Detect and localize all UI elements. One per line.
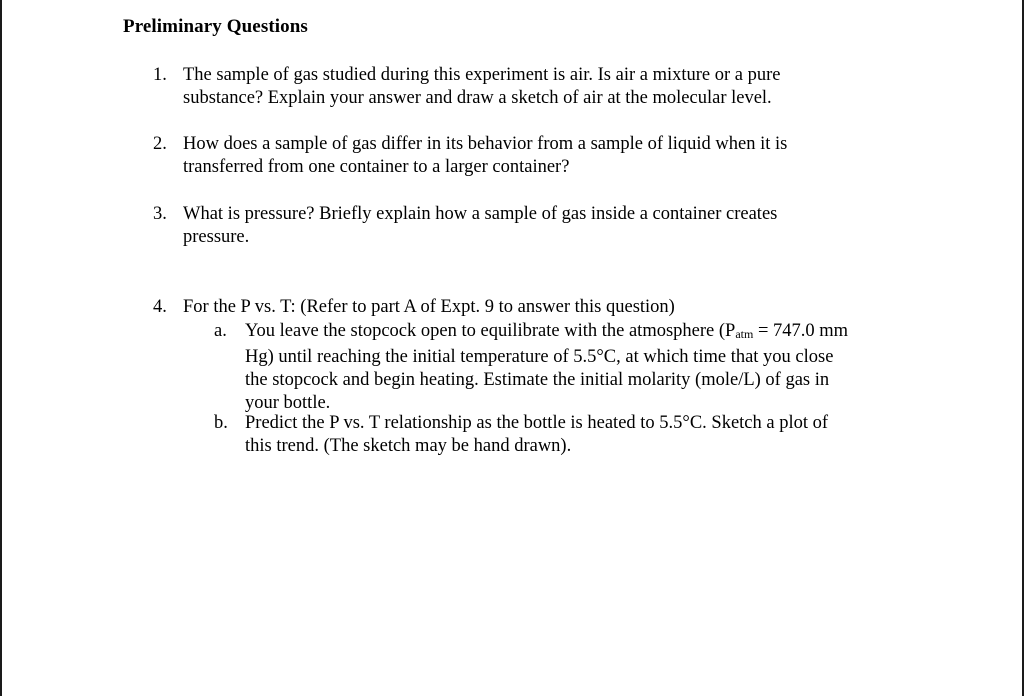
- question-line: pressure.: [183, 227, 250, 247]
- part-line: Hg) until reaching the initial temperature of 5.5°C, at which time that you close: [245, 347, 834, 367]
- page-left-border: [0, 0, 2, 696]
- question-text: [183, 133, 903, 179]
- question-line: For the P vs. T: (Refer to part A of Expt. 9 to answer this question): [183, 297, 675, 317]
- part-line: your bottle.: [245, 393, 331, 413]
- part-line: this trend. (The sketch may be hand drawn).: [245, 436, 572, 456]
- question-line: transferred from one container to a larger container?: [183, 157, 570, 177]
- question-text: [183, 203, 903, 249]
- part-letter: a.: [214, 321, 227, 341]
- part-line: Predict the P vs. T relationship as the bottle is heated to 5.5°C. Sketch a plot of: [245, 413, 829, 433]
- part-text: [245, 320, 925, 415]
- part-text: [245, 412, 925, 458]
- question-line: substance? Explain your answer and draw a sketch of air at the molecular level.: [183, 88, 772, 108]
- question-number: 2.: [153, 134, 167, 154]
- part-line: the stopcock and begin heating. Estimate the initial molarity (mole/L) of gas in: [245, 370, 830, 390]
- question-line: How does a sample of gas differ in its behavior from a sample of liquid when it is: [183, 134, 788, 154]
- question-number: 1.: [153, 65, 167, 85]
- part-line-start: You leave the stopcock open to equilibrate with the atmosphere (P: [245, 321, 736, 341]
- part-letter: b.: [214, 413, 228, 433]
- question-number: 3.: [153, 204, 167, 224]
- section-heading: Preliminary Questions: [123, 16, 308, 37]
- atm-subscript: atm: [735, 327, 754, 341]
- part-line: [245, 320, 925, 346]
- question-line: What is pressure? Briefly explain how a sample of gas inside a container creates: [183, 204, 778, 224]
- question-number: 4.: [153, 297, 167, 317]
- part-line-end: = 747.0 mm: [753, 321, 849, 341]
- question-text: [183, 64, 903, 110]
- question-text: [183, 296, 903, 319]
- question-line: The sample of gas studied during this experiment is air. Is air a mixture or a pure: [183, 65, 781, 85]
